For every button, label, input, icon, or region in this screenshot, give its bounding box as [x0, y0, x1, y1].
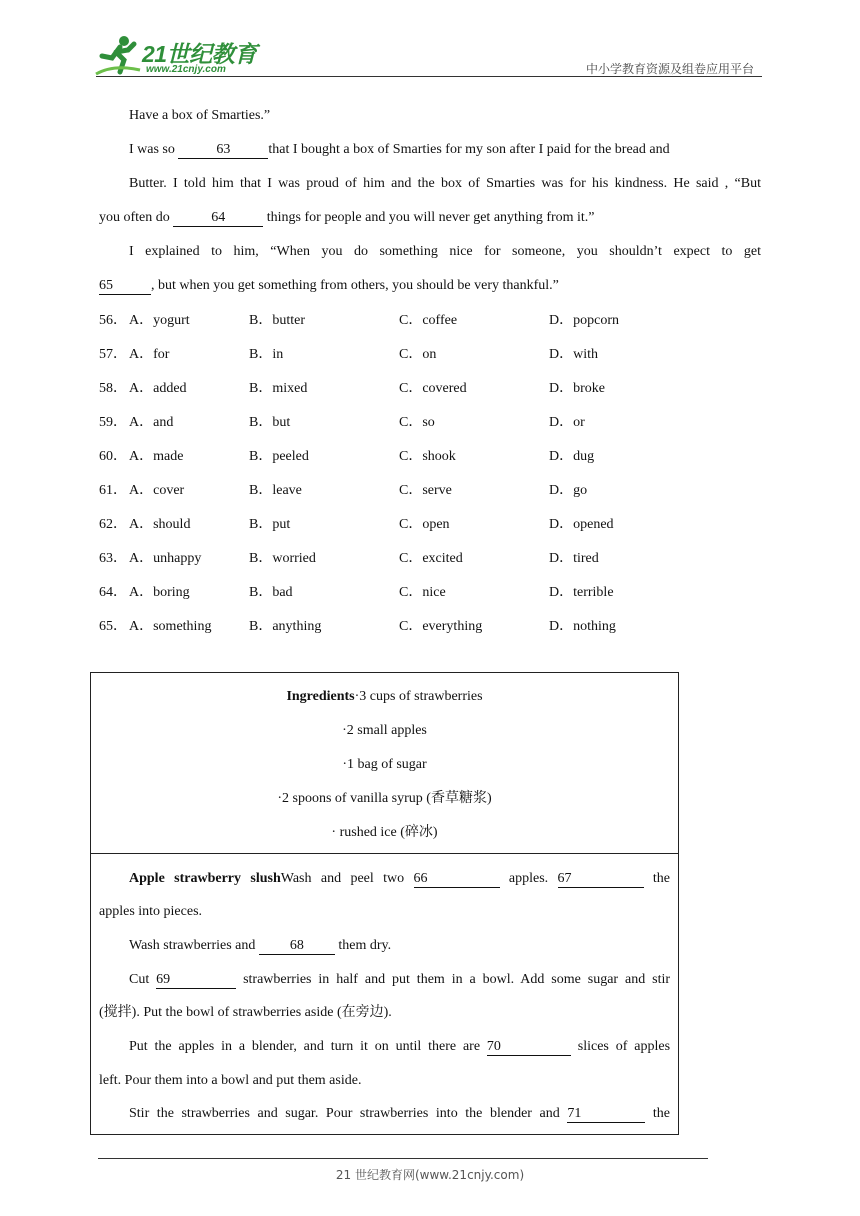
recipe-line: (搅拌). Put the bowl of strawberries aside (在旁边).: [99, 1005, 392, 1020]
option-a[interactable]: A．boring: [129, 585, 190, 600]
question-number: 61．: [99, 483, 127, 498]
option-c[interactable]: C．serve: [399, 483, 452, 498]
passage-line: I explained to him, “When you do something nice for someone, you shouldn’t expect to get: [129, 244, 761, 259]
option-a[interactable]: A．should: [129, 517, 191, 532]
question-number: 64．: [99, 585, 127, 600]
question-number: 58．: [99, 381, 127, 396]
blank-70[interactable]: 70: [487, 1038, 571, 1056]
option-d[interactable]: D．with: [549, 347, 598, 362]
logo-text: 21世纪教育: [142, 41, 257, 67]
option-row: [99, 309, 699, 329]
option-row: [99, 411, 699, 431]
recipe-line: Cut 69 strawberries in half and put them in a bowl. Add some sugar and stir: [129, 972, 671, 987]
option-c[interactable]: C．open: [399, 517, 450, 532]
option-row: [99, 615, 699, 635]
option-d[interactable]: D．dug: [549, 449, 595, 464]
option-a[interactable]: A．for: [129, 347, 170, 362]
option-c[interactable]: C．shook: [399, 449, 456, 464]
ingredient-line: ·2 spoons of vanilla syrup (香草糖浆): [277, 791, 492, 806]
option-b[interactable]: B．but: [249, 415, 291, 430]
ingredient-line: ·2 small apples: [342, 723, 427, 738]
option-a[interactable]: A．yogurt: [129, 313, 190, 328]
option-b[interactable]: B．anything: [249, 619, 322, 634]
passage-line: I was so 63 that I bought a box of Smarties for my son after I paid for the bread and: [129, 142, 670, 157]
footer-divider: [98, 1158, 708, 1159]
option-c[interactable]: C．nice: [399, 585, 446, 600]
blank-71[interactable]: 71: [567, 1105, 645, 1123]
ingredient-line: ·1 bag of sugar: [342, 757, 427, 772]
recipe-line: Stir the strawberries and sugar. Pour strawberries into the blender and 71 the: [129, 1106, 670, 1121]
option-b[interactable]: B．bad: [249, 585, 293, 600]
option-c[interactable]: C．so: [399, 415, 435, 430]
option-b[interactable]: B．leave: [249, 483, 302, 498]
question-number: 63．: [99, 551, 127, 566]
option-row: [99, 581, 699, 601]
recipe-title: Apple strawberry slush: [129, 871, 281, 886]
runner-logo-icon: [94, 34, 144, 76]
recipe-line: Put the apples in a blender, and turn it on until there are 70 slices of apples: [129, 1039, 671, 1054]
recipe-line: Apple strawberry slushWash and peel two 66 apples. 67 the: [129, 871, 671, 886]
question-number: 56．: [99, 313, 127, 328]
passage-line: Have a box of Smarties.”: [129, 108, 271, 123]
option-row: [99, 479, 699, 499]
site-logo[interactable]: [94, 34, 264, 78]
option-d[interactable]: D．popcorn: [549, 313, 619, 328]
question-number: 62．: [99, 517, 127, 532]
option-a[interactable]: A．unhappy: [129, 551, 202, 566]
option-b[interactable]: B．put: [249, 517, 291, 532]
option-c[interactable]: C．covered: [399, 381, 467, 396]
option-row: [99, 547, 699, 567]
blank-69[interactable]: 69: [156, 971, 236, 989]
ingredients-label: Ingredients: [286, 689, 355, 704]
option-a[interactable]: A．added: [129, 381, 187, 396]
option-c[interactable]: C．on: [399, 347, 437, 362]
footer-text[interactable]: 21 世纪教育网(www.21cnjy.com): [335, 1168, 525, 1182]
option-c[interactable]: C．coffee: [399, 313, 458, 328]
option-d[interactable]: D．nothing: [549, 619, 616, 634]
blank-64[interactable]: 64: [173, 209, 263, 227]
page-header: [0, 0, 860, 80]
passage-line: Butter. I told him that I was proud of him and the box of Smarties was for his kindness. He said , “But: [129, 176, 761, 191]
option-a[interactable]: A．something: [129, 619, 212, 634]
option-d[interactable]: D．go: [549, 483, 588, 498]
option-a[interactable]: A．cover: [129, 483, 185, 498]
option-b[interactable]: B．mixed: [249, 381, 308, 396]
option-d[interactable]: D．broke: [549, 381, 605, 396]
option-b[interactable]: B．in: [249, 347, 284, 362]
recipe-line: apples into pieces.: [99, 904, 203, 919]
option-d[interactable]: D．tired: [549, 551, 599, 566]
option-d[interactable]: D．or: [549, 415, 585, 430]
option-b[interactable]: B．worried: [249, 551, 316, 566]
option-row: [99, 513, 699, 533]
ingredient-line: · rushed ice (碎冰): [331, 825, 438, 840]
blank-63[interactable]: 63: [178, 141, 268, 159]
blank-67[interactable]: 67: [558, 870, 644, 888]
blank-66[interactable]: 66: [414, 870, 500, 888]
recipe-box-divider: [90, 853, 679, 854]
option-b[interactable]: B．peeled: [249, 449, 309, 464]
option-b[interactable]: B．butter: [249, 313, 305, 328]
option-row: [99, 377, 699, 397]
recipe-line: Wash strawberries and 68 them dry.: [129, 938, 392, 953]
recipe-line: left. Pour them into a bowl and put them aside.: [99, 1073, 362, 1088]
option-a[interactable]: A．and: [129, 415, 174, 430]
platform-tagline: 中小学教育资源及组卷应用平台: [585, 62, 754, 76]
question-number: 60．: [99, 449, 127, 464]
ingredient-line: Ingredients·3 cups of strawberries: [286, 689, 483, 704]
passage-line: you often do 64 things for people and you will never get anything from it.”: [99, 210, 595, 225]
question-number: 57．: [99, 347, 127, 362]
header-divider: [96, 76, 762, 77]
blank-65[interactable]: 65: [99, 277, 151, 295]
logo-url: www.21cnjy.com: [146, 64, 226, 75]
option-d[interactable]: D．terrible: [549, 585, 614, 600]
question-number: 59．: [99, 415, 127, 430]
blank-68[interactable]: 68: [259, 937, 335, 955]
option-a[interactable]: A．made: [129, 449, 184, 464]
question-number: 65．: [99, 619, 127, 634]
option-c[interactable]: C．everything: [399, 619, 483, 634]
passage-line: 65 , but when you get something from others, you should be very thankful.”: [99, 278, 559, 293]
option-row: [99, 445, 699, 465]
option-c[interactable]: C．excited: [399, 551, 463, 566]
option-row: [99, 343, 699, 363]
option-d[interactable]: D．opened: [549, 517, 614, 532]
